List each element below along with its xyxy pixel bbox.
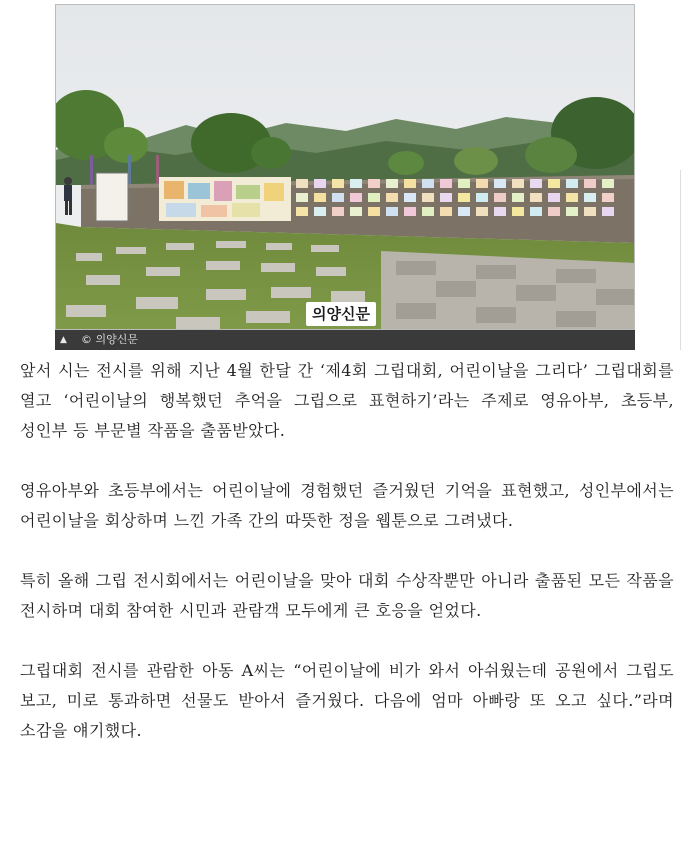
article-paragraph: 영유아부와 초등부에서는 어린이날에 경험했던 즐거웠던 기억을 표현했고, 성인부에서는 어린이날을 회상하며 느낀 가족 간의 따뜻한 정을 웹툰으로 그려냈다. — [20, 481, 674, 530]
article-paragraph: 앞서 시는 전시를 위해 지난 4월 한달 간 ‘제4회 그립대회, 어린이날을 그리다’ 그립대회를 열고 ‘어린이날의 행복했던 추억을 그립으로 표현하기’라는 주제로 영유아부, 초등부, 성인부 등 부문별 작품을 출품받았다. — [20, 361, 674, 440]
up-triangle-icon[interactable]: ▲ — [60, 335, 67, 345]
article-paragraph: 특히 올해 그립 전시회에서는 어린이날을 맞아 대회 수상작뿐만 아니라 출품된 모든 작품을 전시하며 대회 참여한 시민과 관람객 모두에게 큰 호응을 얻었다. — [20, 571, 674, 620]
photo-caption-bar — [55, 330, 635, 350]
exhibition-photo — [55, 4, 635, 330]
article-photo — [55, 4, 635, 350]
article-body — [20, 356, 674, 746]
adjacent-panel-edge — [680, 170, 694, 350]
newspaper-watermark: 의양신문 — [306, 302, 376, 326]
photo-credit: © 의양신문 — [81, 333, 139, 346]
article-paragraph: 그립대회 전시를 관람한 아동 A씨는 “어린이날에 비가 와서 아쉬웠는데 공원에서 그립도 보고, 미로 통과하면 선물도 받아서 즐거웠다. 다음에 엄마 아빠랑 또 오고 싶다.”라며 소감을 얘기했다. — [20, 661, 674, 740]
